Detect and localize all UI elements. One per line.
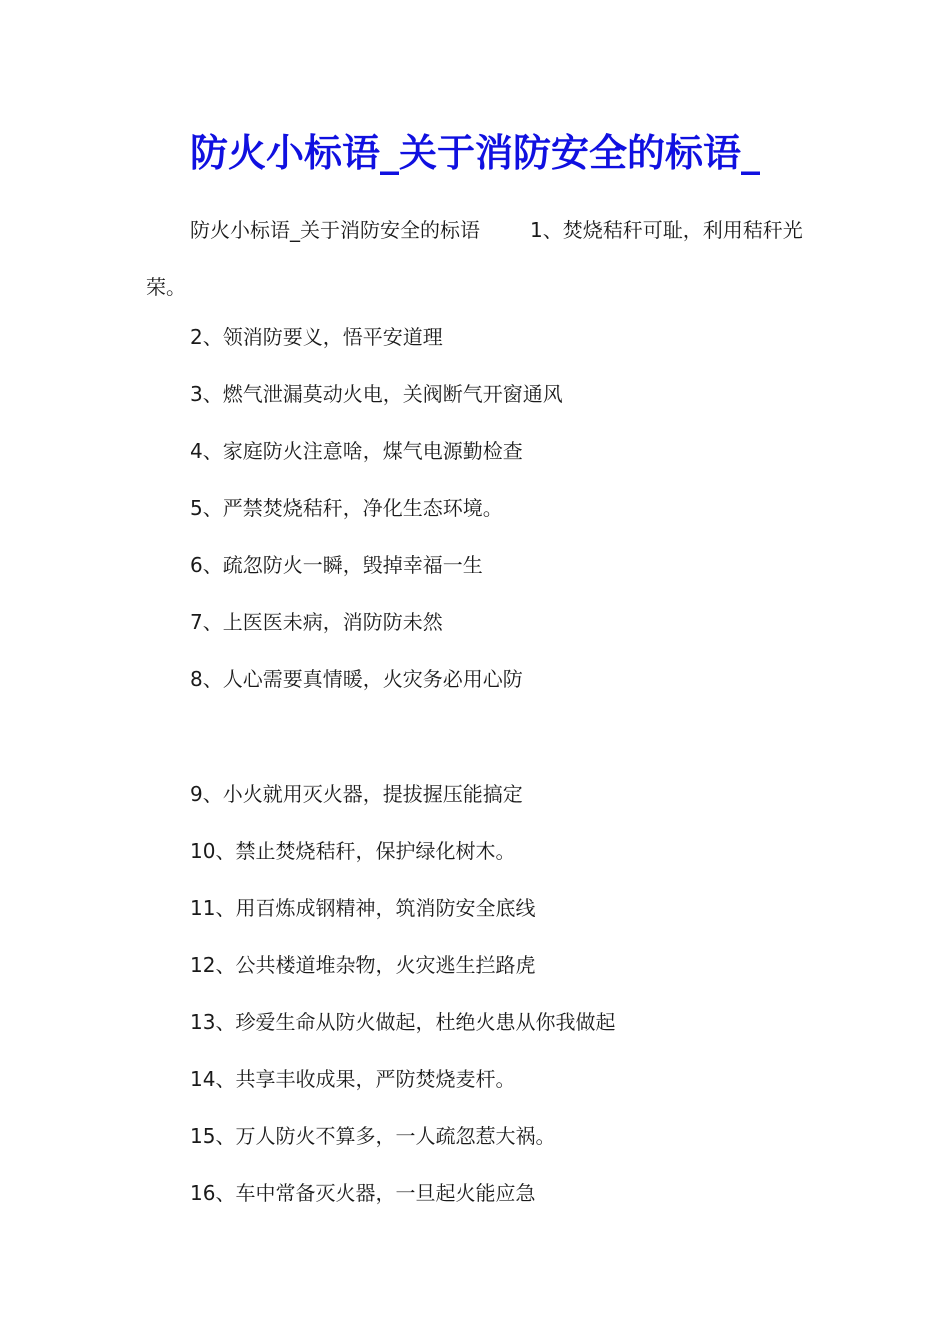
slogan-item: 1、焚烧秸秆可耻，利用秸秆光荣。 <box>146 218 803 299</box>
slogan-item: 11、用百炼成钢精神，筑消防安全底线 <box>190 896 536 920</box>
slogan-item: 5、严禁焚烧秸秆，净化生态环境。 <box>190 496 503 520</box>
slogan-item: 3、燃气泄漏莫动火电，关阀断气开窗通风 <box>190 382 563 406</box>
slogan-item: 15、万人防火不算多，一人疏忽惹大祸。 <box>190 1124 556 1148</box>
slogan-item: 9、小火就用灭火器，提拔握压能搞定 <box>190 782 523 806</box>
slogan-item: 4、家庭防火注意啥，煤气电源勤检查 <box>190 439 523 463</box>
intro-lead: 防火小标语_关于消防安全的标语 <box>190 218 480 242</box>
slogan-item: 14、共享丰收成果，严防焚烧麦杆。 <box>190 1067 516 1091</box>
document-title: 防火小标语_关于消防安全的标语_ <box>189 130 760 175</box>
intro-paragraph <box>146 202 826 316</box>
slogan-item: 7、上医医未病，消防防未然 <box>190 610 443 634</box>
slogan-item: 10、禁止焚烧秸秆，保护绿化树木。 <box>190 839 516 863</box>
slogan-item: 8、人心需要真情暖，火灾务必用心防 <box>190 667 523 691</box>
slogan-item: 13、珍爱生命从防火做起，杜绝火患从你我做起 <box>190 1010 616 1034</box>
slogan-item: 6、疏忽防火一瞬，毁掉幸福一生 <box>190 553 483 577</box>
slogan-item: 16、车中常备灭火器，一旦起火能应急 <box>190 1181 536 1205</box>
slogan-item: 12、公共楼道堆杂物，火灾逃生拦路虎 <box>190 953 536 977</box>
slogan-item: 2、领消防要义，悟平安道理 <box>190 325 443 349</box>
